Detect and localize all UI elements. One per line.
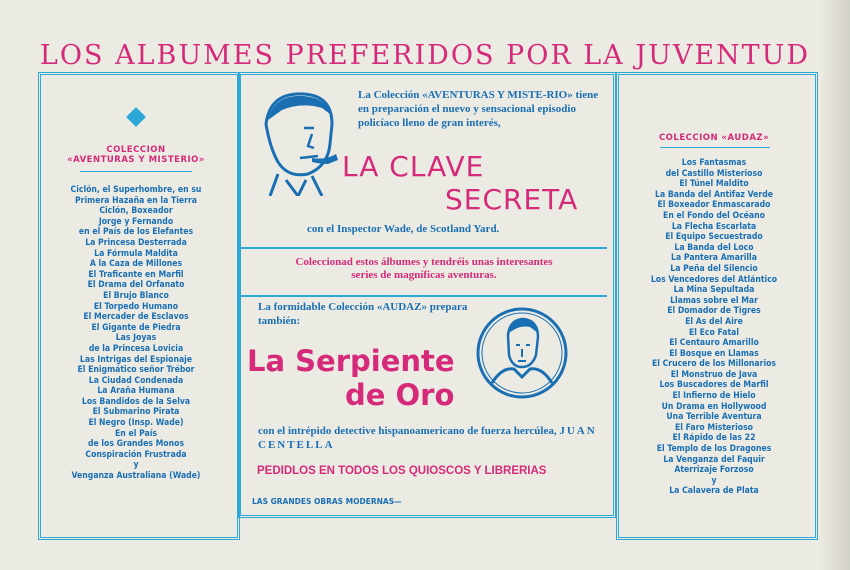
- list-item: de los Grandes Monos: [87, 439, 185, 450]
- list-item: Ciclón, Boxeador: [99, 206, 173, 217]
- list-item: El Brujo Blanco: [103, 290, 169, 301]
- list-item: y: [133, 460, 139, 471]
- list-item: Los Fantasmas: [681, 158, 747, 168]
- list-item: Aterrizaje Forzoso: [674, 465, 754, 476]
- list-item: El Rápido de las 22: [672, 433, 756, 444]
- list-item: Las Intrigas del Espionaje: [79, 354, 193, 365]
- clave-title-line2: SECRETA: [445, 183, 579, 216]
- clave-intro-text: La Colección «AVENTURAS Y MISTE-RIO» tiene en preparación el nuevo y sensacional episodio policíaco lleno de gran interés,: [358, 89, 599, 129]
- list-item: Jorge y Fernando: [98, 216, 174, 227]
- left-column-title: [41, 145, 231, 165]
- serpiente-title-line2: de Oro: [345, 378, 455, 412]
- audaz-intro-text: La formidable Colección «AUDAZ» prepara también:: [258, 301, 468, 327]
- list-item: Una Terrible Aventura: [666, 412, 762, 423]
- list-item: El Equipo Secuestrado: [665, 232, 763, 243]
- list-item: La Banda del Loco: [674, 242, 754, 253]
- right-column-title: COLECCION «AUDAZ»: [658, 133, 770, 143]
- list-item: La Fórmula Maldita: [94, 248, 178, 259]
- juan-centella-medallion-icon: [474, 305, 570, 401]
- left-column-title-line2: «AVENTURAS Y MISTERIO»: [67, 155, 205, 165]
- list-item: Conspiración Frustrada: [85, 449, 187, 460]
- collect-text: [241, 256, 607, 282]
- detective-name: JUAN CENTELLA: [258, 425, 597, 451]
- list-item: En el País: [115, 428, 157, 439]
- detective-description: con el intrépido detective hispanoamericano de fuerza hercúlea,: [258, 425, 557, 437]
- list-item: El Monstruo de Java: [670, 369, 758, 380]
- list-item: El Negro (Insp. Wade): [88, 418, 184, 429]
- list-item: Las Joyas: [115, 333, 157, 344]
- page-headline: LOS ALBUMES PREFERIDOS POR LA JUVENTUD: [39, 40, 811, 71]
- list-item: A la Caza de Millones: [89, 259, 183, 270]
- juan-centella-text: [258, 424, 598, 452]
- inspector-wade-portrait-icon: [252, 84, 344, 196]
- list-item: Llamas sobre el Mar: [670, 295, 758, 306]
- list-item: El Centauro Amarillo: [669, 338, 759, 349]
- list-item: El Submarino Pirata: [92, 407, 180, 418]
- list-item: Los Bandidos de la Selva: [81, 396, 191, 407]
- list-item: El Túnel Maldito: [679, 179, 749, 190]
- left-album-list: [41, 185, 231, 482]
- list-item: Primera Hazaña en la Tierra: [75, 195, 197, 206]
- left-title-rule: [80, 171, 192, 172]
- footer-text: LAS GRANDES OBRAS MODERNAS—: [252, 497, 402, 506]
- left-column-title-line1: COLECCION: [106, 145, 166, 155]
- list-item: El Mercader de Esclavos: [83, 312, 189, 323]
- list-item: El Torpedo Humano: [93, 301, 179, 312]
- list-item: La Flecha Escarlata: [671, 221, 757, 232]
- list-item: La Banda del Antifaz Verde: [655, 189, 773, 200]
- list-item: La Pantera Amarilla: [671, 253, 757, 264]
- list-item: El Infierno de Hielo: [672, 391, 756, 402]
- list-item: El Bosque en Llamas: [669, 348, 759, 359]
- list-item: El Traficante en Marfil: [88, 269, 184, 280]
- list-item: El Domador de Tigres: [667, 306, 761, 317]
- collect-text-line2: series de magníficas aventuras.: [351, 269, 497, 281]
- list-item: Venganza Australiana (Wade): [71, 471, 201, 482]
- right-title-rule: [660, 147, 770, 148]
- list-item: y: [711, 475, 717, 486]
- list-item: Los Buscadores de Marfil: [659, 380, 769, 391]
- list-item: El Enigmático señor Trébor: [77, 365, 195, 376]
- list-item: El Drama del Orfanato: [87, 280, 185, 291]
- list-item: La Peña del Silencio: [670, 263, 758, 274]
- list-item: La Mina Sepultada: [673, 285, 755, 296]
- list-item: El Boxeador Enmascarado: [657, 200, 771, 211]
- list-item: La Princesa Desterrada: [85, 237, 187, 248]
- list-item: de la Princesa Lovicia: [88, 343, 184, 354]
- list-item: El Gigante de Piedra: [91, 322, 181, 333]
- list-item: El As del Aire: [685, 316, 743, 327]
- list-item: La Calavera de Plata: [669, 486, 759, 497]
- list-item: El Crucero de los Millonarios: [651, 359, 777, 370]
- list-item: Un Drama en Hollywood: [661, 401, 767, 412]
- list-item: Ciclón, el Superhombre, en su: [70, 185, 202, 195]
- list-item: La Ciudad Condenada: [88, 375, 184, 386]
- list-item: en el País de los Elefantes: [78, 227, 194, 238]
- collect-text-line1: Coleccionad estos álbumes y tendréis unas interesantes: [295, 256, 553, 268]
- list-item: El Faro Misterioso: [674, 422, 753, 433]
- serpiente-title-line1: La Serpiente: [247, 344, 455, 378]
- list-item: del Castillo Misterioso: [665, 168, 763, 179]
- list-item: El Eco Fatal: [688, 327, 740, 338]
- clave-title-line1: LA CLAVE: [342, 150, 485, 183]
- inspector-wade-text: con el Inspector Wade, de Scotland Yard.: [307, 223, 500, 235]
- right-album-list: [619, 158, 809, 497]
- list-item: La Araña Humana: [97, 386, 175, 397]
- page-edge-shadow: [820, 0, 850, 570]
- list-item: La Venganza del Faquir: [663, 454, 765, 465]
- list-item: Los Vencedores del Atlántico: [650, 274, 778, 285]
- list-item: El Templo de los Dragones: [656, 444, 772, 455]
- order-text: PEDIDLOS EN TODOS LOS QUIOSCOS Y LIBRERIAS: [257, 465, 547, 477]
- list-item: En el Fondo del Océano: [663, 210, 765, 221]
